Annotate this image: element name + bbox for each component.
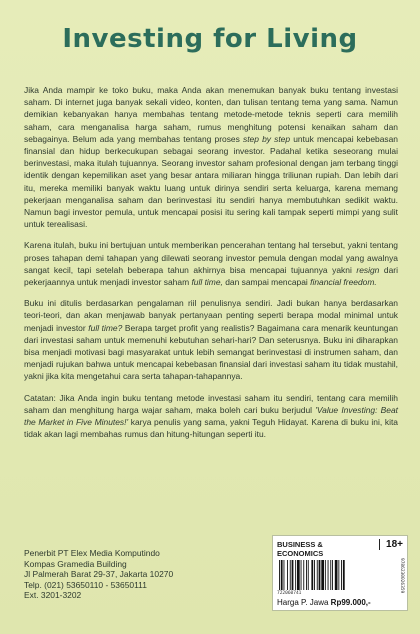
price-label bbox=[277, 598, 371, 607]
text-run: Jika Anda mampir ke toko buku, maka Anda akan menemukan banyak buku tentang investasi saham. Di internet juga banyak sekali video, konten, dan tulisan tentang tema yang sama. Namun demikian kebanyakan hanya membahas tentang metode-metode teknis seperti cara memilih saham, cara menganalisa harga saham, rumus menghitung potensi kenaikan saham dan sebagainya. Belum ada yang membahas tentang proses bbox=[24, 85, 398, 144]
italic-run: step by step bbox=[242, 133, 291, 144]
age-rating: 18+ bbox=[379, 539, 403, 550]
synopsis-paragraph-2 bbox=[24, 239, 398, 288]
barcode-icon bbox=[277, 560, 387, 590]
synopsis-paragraph-3 bbox=[24, 297, 398, 382]
publisher-building: Kompas Gramedia Building bbox=[24, 558, 127, 569]
synopsis-paragraph-1 bbox=[24, 84, 398, 230]
synopsis-paragraph-4-note bbox=[24, 392, 398, 441]
synopsis bbox=[24, 84, 398, 440]
publisher-extension: Ext. 3201-3202 bbox=[24, 590, 82, 601]
publisher-info bbox=[24, 548, 264, 601]
book-title: Investing for Living bbox=[62, 24, 358, 54]
text-run: Karena itulah, buku ini bertujuan untuk memberikan pencerahan tentang hal tersebut, yakni tentang proses tahapan demi tahapan yang dilewati seorang investor pemula dengan modal yang awalnya sangat kecil, tapi setelah beberapa tahun akhirnya bisa mencapai tujuannya yakni bbox=[24, 240, 398, 275]
text-run: untuk mencapai kebebasan finansial dan hidup berkecukupan sebagai seorang investor. Padahal ketika seseorang mulai berinvestasi, maka itulah tujuannya. Seorang investor saham profesional dengan jam terbang tinggi identik dengan kepemilikan aset yang besar antara miliaran hingga triliunan rupiah. Dan lebih dari itu, mereka memiliki banyak waktu luang untuk dirinya sendiri serta keluarga, karena memang pekerjaan menganalisa saham dan berinvestasi itu sendiri hanya membutuhkan sedikit waktu. Namun bagi investor pemula, untuk mencapai posisi itu sering kali tampak seperti mimpi yang sulit untuk terealisasi. bbox=[24, 133, 399, 230]
text-run: Berapa target profit yang realistis? Bagaimana cara menarik keuntungan dari investasi saham untuk memenuhi kebutuhan sehari-hari? Dan seterusnya. Buku ini diharapkan bisa menjadi motivasi bagi masyarakat untuk lebih semangat berinvestasi di instrumen saham, dan menjadi rujukan bahwa untuk mencapai kebebasan finansial dari investasi saham itu tidak mustahil, yakni jika kita mengetahui cara serta tahapan-tahapannya. bbox=[24, 322, 398, 382]
text-run: dan sampai mencapai bbox=[222, 277, 311, 288]
text-run: karya penulis yang sama, yakni Teguh Hidayat. Karena di buku ini, kita tidak akan lagi membahas rumus dan hitung-hitungan seperti itu. bbox=[24, 417, 398, 440]
italic-run: financial freedom. bbox=[310, 277, 377, 288]
publisher-phone: Telp. (021) 53650110 - 53650111 bbox=[24, 579, 147, 590]
text-run: Catatan: Jika Anda ingin buku tentang metode investasi saham itu sendiri, tentang cara memilih saham dan menghitung harga wajar saham, maka boleh cari buku berjudul bbox=[24, 392, 398, 415]
text-run: Buku ini ditulis berdasarkan pengalaman riil penulisnya sendiri. Jadi bukan hanya berdasarkan teori-teori, dan akan menjawab banyak pertanyaan penting seperti berapa modal minimal untuk menjadi investor bbox=[24, 298, 398, 333]
italic-run: 'Value Investing: Beat the Market in Five Minutes!' bbox=[24, 404, 398, 428]
publisher-name: Penerbit PT Elex Media Komputindo bbox=[24, 548, 160, 558]
category-line-1: BUSINESS & bbox=[277, 540, 323, 549]
barcode-label bbox=[272, 535, 408, 611]
italic-run: full time? bbox=[88, 322, 123, 333]
italic-run: full time, bbox=[191, 277, 223, 288]
text-run: dari pekerjaannya untuk menjadi investor saham bbox=[24, 264, 398, 288]
publisher-address: Jl Palmerah Barat 29-37, Jakarta 10270 bbox=[24, 569, 174, 580]
product-code: 722060741 bbox=[277, 591, 302, 596]
price-prefix: Harga P. Jawa bbox=[277, 598, 331, 607]
category-line-2: ECONOMICS bbox=[277, 549, 324, 558]
price-value: Rp99.000,- bbox=[330, 598, 371, 607]
isbn-side-code: 9786230026359 bbox=[399, 558, 404, 594]
italic-run: resign bbox=[356, 264, 380, 275]
category-label bbox=[277, 540, 367, 558]
